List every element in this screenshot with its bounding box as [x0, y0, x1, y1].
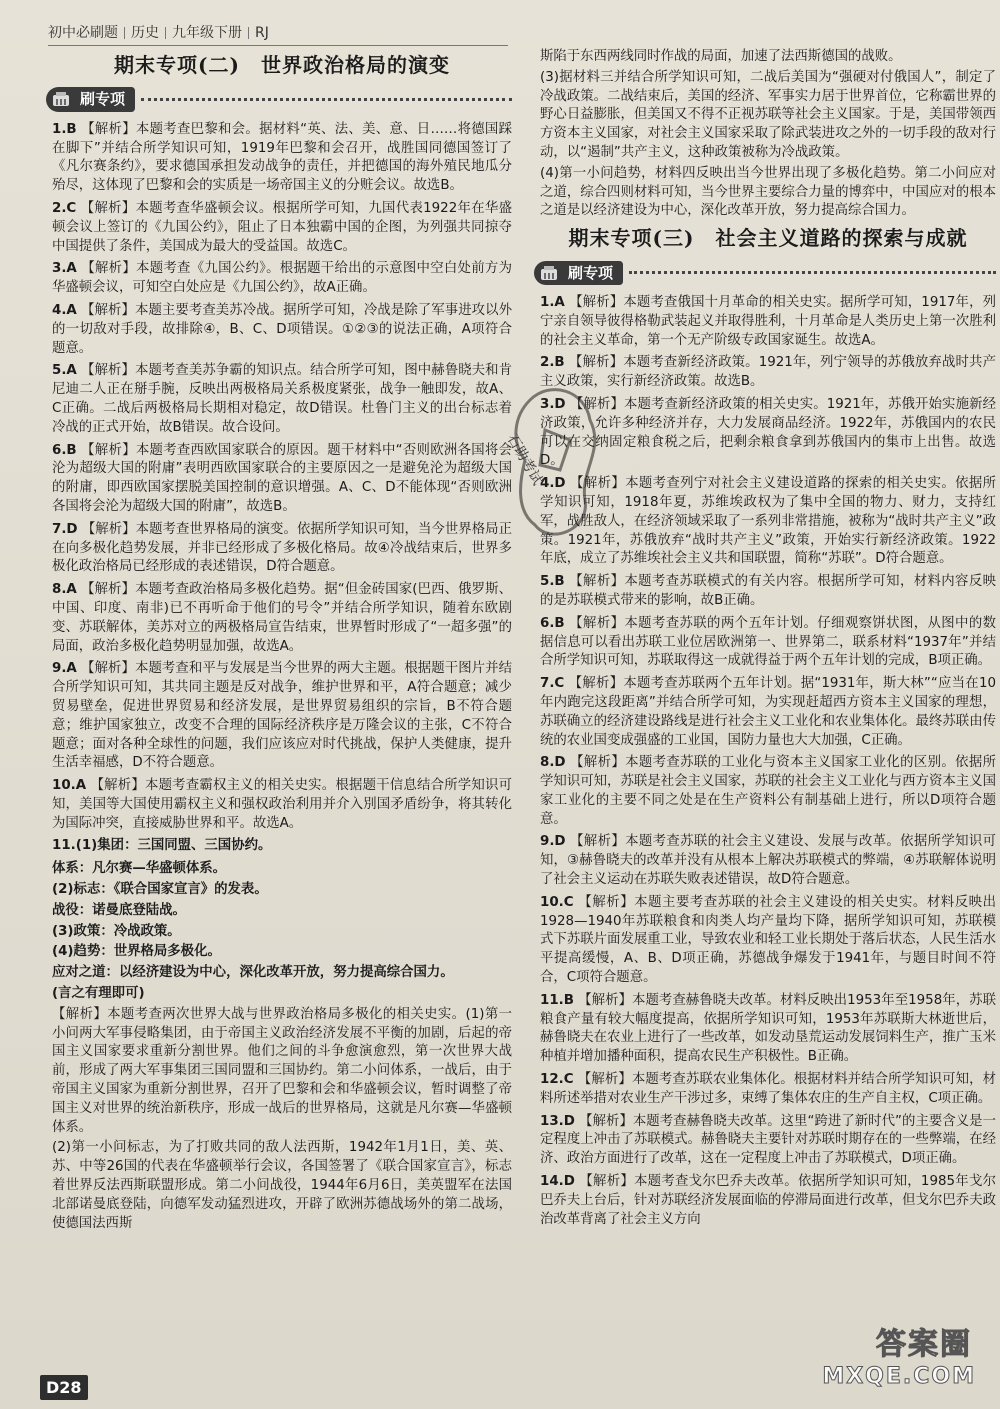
answer-text: 【解析】本题考查华盛顿会议。根据所学可知，九国代表1922年在华盛顿会议上签订的《九国公约》，阻止了日本独霸中国的企图，为列强共同掠夺中国提供了条件，美国成为最大的受益国。故选C。 — [52, 200, 512, 254]
answer-11-line: (2)标志：《联合国家宣言》的发表。 — [52, 882, 268, 898]
answer-item — [52, 362, 512, 437]
answer-number: 7.C — [540, 676, 565, 692]
answer-text: 【解析】本题考查赫鲁晓夫改革。材料反映出1953年至1958年，苏联粮食产量有较大幅度提高，依据所学知识可知，1953年苏联斯大林逝世后，赫鲁晓夫在农业上进行了一些改革，如发动垦荒运动发展饲料生产，推广玉米种植并增加播种面积，提高农民生产积极性。B正确。 — [540, 992, 996, 1065]
answer-item — [540, 475, 996, 569]
header-divider — [248, 27, 249, 39]
tag-label: 刷专项 — [568, 263, 614, 282]
answer-item — [540, 396, 996, 471]
answer-item — [52, 260, 512, 298]
answer-text: 【解析】本题考查苏联农业集体化。根据材料并结合所学知识可知，材料所述举措对农业生产干涉过多，束缚了集体农庄的生产自主权，C项正确。 — [540, 1072, 996, 1106]
answer-text: 【解析】本题考查霸权主义的相关史实。根据题干信息结合所学知识可知，美国等大国使用霸权主义和强权政治利用并介入別国矛盾纷争，将其转化为国际冲突，直接威胁世界和平。故选A。 — [52, 778, 512, 831]
answer-text: 【解析】本题考查新经济政策。1921年，列宁领导的苏俄放弃战时共产主义政策，实行新经济政策。故选B。 — [540, 355, 996, 390]
answer-item — [540, 573, 996, 611]
answer-text: 【解析】本题考查巴黎和会。据材料“英、法、美、意、日……将德国踩在脚下”并结合所学知识可知，1919年巴黎和会召开，战胜国同德国签订了《凡尔赛条约》，要求德国承担发动战争的责任，并把德国的海外殖民地瓜分殆尽，这体现了巴黎和会的实质是一场帝国主义的分赃会议。故选B。 — [52, 121, 513, 194]
header-edition: RJ — [255, 25, 269, 41]
answer-item — [540, 354, 996, 392]
answer-number: 10.C — [540, 894, 574, 910]
answer-number: 4.D — [540, 476, 566, 492]
answer-number: 1.B — [52, 121, 77, 137]
answer-11-line: 应对之道：以经济建设为中心，深化改革开放，努力提高综合国力。 — [52, 965, 454, 981]
answer-item — [52, 581, 512, 656]
tag-dotted-rule — [629, 271, 996, 274]
answer-number: 9.A — [52, 661, 77, 677]
answer-number: 3.D — [540, 396, 566, 412]
answer-11-line: (4)趋势：世界格局多极化。 — [52, 944, 221, 960]
section-tag — [534, 258, 996, 288]
answer-text: 【解析】本题考查世界格局的演变。依据所学知识可知，当今世界格局正在向多极化趋势发展，并非已经形成了多极化格局。故④冷战结束后，世界多极化政治格局已经形成的表述错误，D符合题意。 — [52, 521, 512, 575]
answer-number: 12.C — [540, 1072, 574, 1088]
answer-item — [52, 660, 512, 773]
answer-item — [52, 200, 512, 256]
header-subject: 历史 — [131, 25, 159, 41]
answer-text: 【解析】本题考查新经济政策的相关史实。1921年，苏俄开始实施新经济政策，允许多种经济并存，大力发展商品经济。1922年，苏俄国内的农民可以在交纳固定粮食税之后，把剩余粮食拿到苏俄国内的集市上出售。故选D。 — [540, 396, 996, 469]
header-divider — [124, 27, 125, 39]
section-tag — [46, 85, 512, 115]
answer-number: 6.B — [52, 442, 77, 458]
running-header — [48, 22, 508, 46]
answer-text: 【解析】本题考查苏联模式的有关内容。根据所学可知，材料内容反映的是苏联模式带来的影响，故B正确。 — [540, 574, 997, 608]
answer-item — [52, 521, 512, 577]
answer-11-line: 战役：诺曼底登陆战。 — [52, 902, 186, 918]
answer-number: 5.A — [52, 363, 77, 379]
answer-11-line: (言之有理即可) — [52, 986, 145, 1002]
answer-number: 7.D — [52, 521, 78, 537]
answer-text: 【解析】本题考查苏联的社会主义建设、发展与改革。依据所学知识可知，③赫鲁晓夫的改革并没有从根本上解决苏联模式的弊端，④苏联解体说明了社会主义运动在苏联失败表述错误，故D符合题意。 — [540, 834, 996, 888]
answer-number: 5.B — [540, 574, 565, 590]
answer-number: 3.A — [52, 261, 77, 277]
continued-paragraph: (3)据材料三并结合所学知识可知，二战后美国为“强硬对付俄国人”，制定了冷战政策。二战结束后，美国的经济、军事实力居于世界首位，它称霸世界的野心日益膨胀，但美国又不得不正视苏联等社会主义国家。于是，美国带领西方资本主义国家，对社会主义国家采取了除武装进攻之外的一切手段的敌对行动，以“遏制”共产主义，这种政策被称为冷战政策。 — [540, 69, 996, 160]
page-number: D28 — [40, 1375, 88, 1400]
answer-item — [540, 894, 996, 988]
answer-item — [52, 121, 512, 196]
answer-item — [540, 1071, 996, 1109]
answer-text: 【解析】本题考查和平与发展是当今世界的两大主题。根据题干图片并结合所学知识可知，其共同主题是反对战争，维护世界和平，A符合题意；减少贸易壁垒，促进世界贸易和经济发展，是世界贸易组织的宗旨，B不符合题意；维护国家独立，改变不合理的国际经济秩序是万隆会议的主张，C不符合题意；面对各种全球性的问题，我们应该应对时代挑战，保护人类健康，提升生活幸福感，D不符合题意。 — [52, 661, 512, 771]
answer-text: 【解析】本题考查苏联两个五年计划。据“1931年，斯大林”“应当在10年内跑完这段距离”并结合所学可知，为实现赶超西方资本主义国家的理想，苏联确立的经济建设路线是进行社会主义工业化和农业集体化。最终苏联由传统的农业国变成强盛的工业国，国防力量也大大加强，C正确。 — [540, 676, 996, 748]
answer-number: 9.D — [540, 834, 566, 850]
right-answer-list — [540, 294, 996, 1229]
answer-number: 1.A — [540, 294, 565, 310]
answer-number: 13.D — [540, 1113, 575, 1129]
answer-number: 14.D — [540, 1174, 575, 1190]
left-column — [52, 54, 512, 1235]
right-column — [540, 48, 996, 1233]
answer-text: 【解析】本题主要考查美苏冷战。据所学可知，冷战是除了军事进攻以外的一切敌对手段，故排除④，B、C、D项错误。①②③的说法正确，A项符合题意。 — [52, 302, 512, 356]
section-title-2: 期末专项(二) 世界政治格局的演变 — [114, 53, 450, 77]
answer-number: 11.B — [540, 992, 574, 1008]
answer-item — [540, 1173, 996, 1229]
answer-item — [52, 302, 512, 358]
answer-item — [540, 754, 996, 829]
page-footer — [40, 1378, 88, 1397]
tag-label: 刷专项 — [80, 90, 126, 109]
watermark-title: 答案圈 — [876, 1327, 972, 1362]
answer-text: 【解析】本题考查美苏争霸的知识点。结合所学可知，图中赫鲁晓夫和肯尼迪二人正在掰手腕，反映出两极格局关系极度紧张，战争一触即发，故A、C正确。二战后两极格局长期相对稳定，故D错误。杜鲁门主义的出台标志着冷战的正式开始，故B错误。故合设问。 — [52, 363, 512, 435]
brush-icon — [539, 264, 561, 284]
answer-text: 【解析】本题主要考查苏联的社会主义建设的相关史实。材料反映出1928—1940年苏联粮食和肉类人均产量均下降，据所学知识可知，苏联模式下苏联片面发展重工业，导致农业和轻工业长期处于落后状态，人民生活水平提高缓慢，A、B、D项正确，苏德战争爆发于1941年，与题目时间不符合，C项符合题意。 — [540, 894, 996, 986]
brush-icon — [51, 90, 73, 110]
header-rule — [48, 45, 508, 46]
watermark-logo — [802, 1327, 992, 1401]
answer-text: 【解析】本题考查西欧国家联合的原因。题干材料中“否则欧洲各国将会沦为超级大国的附庸”表明西欧国家联合的主要原因之一是避免沦为超级大国的附庸，即西欧国家摆脱美国控制的意识增强。A、C、D不能体现“否则欧洲各国将会沦为超级大国的附庸”，故选B。 — [52, 442, 512, 514]
answer-number: 4.A — [52, 302, 77, 318]
left-answer-list — [52, 121, 512, 834]
answer-number: 8.A — [52, 582, 77, 598]
answer-item — [540, 833, 996, 889]
answer-text: 【解析】本题考查戈尔巴乔夫改革。依据所学知识可知，1985年戈尔巴乔夫上台后，针对苏联经济发展面临的停滞局面进行改革，但戈尔巴乔夫政治改革背离了社会主义方向 — [540, 1174, 996, 1227]
continued-paragraph: (4)第一小问趋势，材料四反映出当今世界出现了多极化趋势。第二小问应对之道，综合四则材料可知，当今世界主要综合力量的博弈中，中国应对的根本之道是以经济建设为中心，深化改革开放，努力提高综合国力。 — [540, 165, 996, 219]
header-grade: 九年级下册 — [172, 25, 242, 41]
continued-paragraph: 斯陷于东西两线同时作战的局面，加速了法西斯德国的战败。 — [540, 49, 902, 64]
tag-badge — [534, 261, 623, 286]
answer-number: 10.A — [52, 778, 87, 794]
answer-item — [540, 294, 996, 350]
answer-item — [540, 675, 996, 750]
answer-item — [540, 1113, 996, 1169]
stamp-text: 石助考试 — [503, 431, 546, 488]
answer-11-analysis: 【解析】本题考查两次世界大战与世界政治格局多极化的相关史实。(1)第一小问两大军事侵略集团，由于帝国主义政治经济发展不平衡的加剧，后起的帝国主义国家要求重新分割世界。他们之间的斗争愈演愈烈，第一次世界大战前，形成了两大军事集团三国同盟和三国协约。第二小问体系，一战后，由于帝国主义国家为重新分割世界，召开了巴黎和会和华盛顿会议，暂时调整了帝国主义对世界的统治新秩序，形成一战后的世界格局，这就是凡尔赛—华盛顿体系。 — [52, 1006, 512, 1135]
answer-text: 【解析】本题考查赫鲁晓夫改革。这里“跨进了新时代”的主要含义是一定程度上冲击了苏联模式。赫鲁晓夫主要针对苏联时期存在的一些弊端，在经济、政治方面进行了改革，这在一定程度上冲击了苏联模式，D项正确。 — [540, 1113, 997, 1167]
header-series: 初中必刷题 — [48, 25, 118, 41]
tag-dotted-rule — [141, 98, 512, 101]
answer-number: 8.D — [540, 755, 566, 771]
answer-11 — [52, 837, 512, 1233]
header-divider — [165, 27, 166, 39]
tag-badge — [46, 87, 135, 112]
answer-text: 【解析】本题考查《九国公约》。根据题干给出的示意图中空白处前方为华盛顿会议，可知空白处应是《九国公约》，故A正确。 — [52, 261, 512, 296]
answer-item — [52, 777, 512, 833]
watermark-url: MXQE.COM — [822, 1364, 976, 1389]
answer-text: 【解析】本题考查列宁对社会主义建设道路的探索的相关史实。依据所学知识可知，1918年夏，苏维埃政权为了集中全国的物力、财力，支持红军，战胜敌人，在经济领域采取了一系列非常措施，被称为“战时共产主义”政策。1921年，苏俄放弃“战时共产主义”政策，开始实行新经济政策。1922年底，成立了苏维埃社会主义共和国联盟，简称“苏联”。D符合题意。 — [540, 476, 996, 567]
answer-text: 【解析】本题考查政治格局多极化趋势。据“但金砖国家(巴西、俄罗斯、中国、印度、南非)已不再听命于他们的号令”并结合所学知识，随着东欧剧变、苏联解体，美苏对立的两极格局宣告结束，世界暂时形成了“一超多强”的局面，政治多极化趋势明显加强，故选A。 — [52, 582, 512, 654]
answer-text: 【解析】本题考查苏联的两个五年计划。仔细观察饼状图，从图中的数据信息可以看出苏联工业位居欧洲第一、世界第二，联系材料“1937年”并结合所学知识可知，苏联取得这一成就得益于两个五年计划的完成，B项正确。 — [540, 615, 997, 669]
answer-11-line: (3)政策：冷战政策。 — [52, 923, 181, 939]
answer-11-line: (1)集团：三国同盟、三国协约。 — [75, 838, 272, 854]
answer-item — [52, 442, 512, 517]
answer-number: 11. — [52, 838, 76, 854]
answer-11-analysis: (2)第一小问标志，为了打败共同的敌人法西斯，1942年1月1日，美、英、苏、中等26国的代表在华盛顿举行会议，各国签署了《联合国家宣言》，标志着世界反法西斯联盟形成。第二小问战役，1944年6月6日，美英盟军在法国北部诺曼底登陆，向德军发动猛烈进攻，开辟了欧洲苏德战场外的第二战场，使德国法西斯 — [52, 1140, 512, 1231]
answer-number: 2.B — [540, 355, 565, 371]
answer-text: 【解析】本题考查俄国十月革命的相关史实。据所学可知，1917年，列宁亲自领导彼得格勒武装起义并取得胜利，十月革命是人类历史上第一次胜利的社会主义革命，第一个无产阶级专政国家诞生。故选A。 — [540, 294, 997, 348]
answer-number: 6.B — [540, 615, 565, 631]
answer-number: 2.C — [52, 200, 77, 216]
answer-item — [540, 615, 996, 671]
answer-11-heading — [52, 837, 512, 856]
answer-11-line: 体系：凡尔赛—华盛顿体系。 — [52, 861, 227, 877]
section-title-3: 期末专项(三) 社会主义道路的探索与成就 — [568, 226, 968, 251]
answer-text: 【解析】本题考查苏联的工业化与资本主义国家工业化的区别。依据所学知识可知，苏联是社会主义国家，苏联的社会主义工业化与西方资本主义国家工业化的主要不同之处是在生产资料公有制基础上进行，所以D项符合题意。 — [540, 755, 996, 827]
answer-item — [540, 992, 996, 1067]
